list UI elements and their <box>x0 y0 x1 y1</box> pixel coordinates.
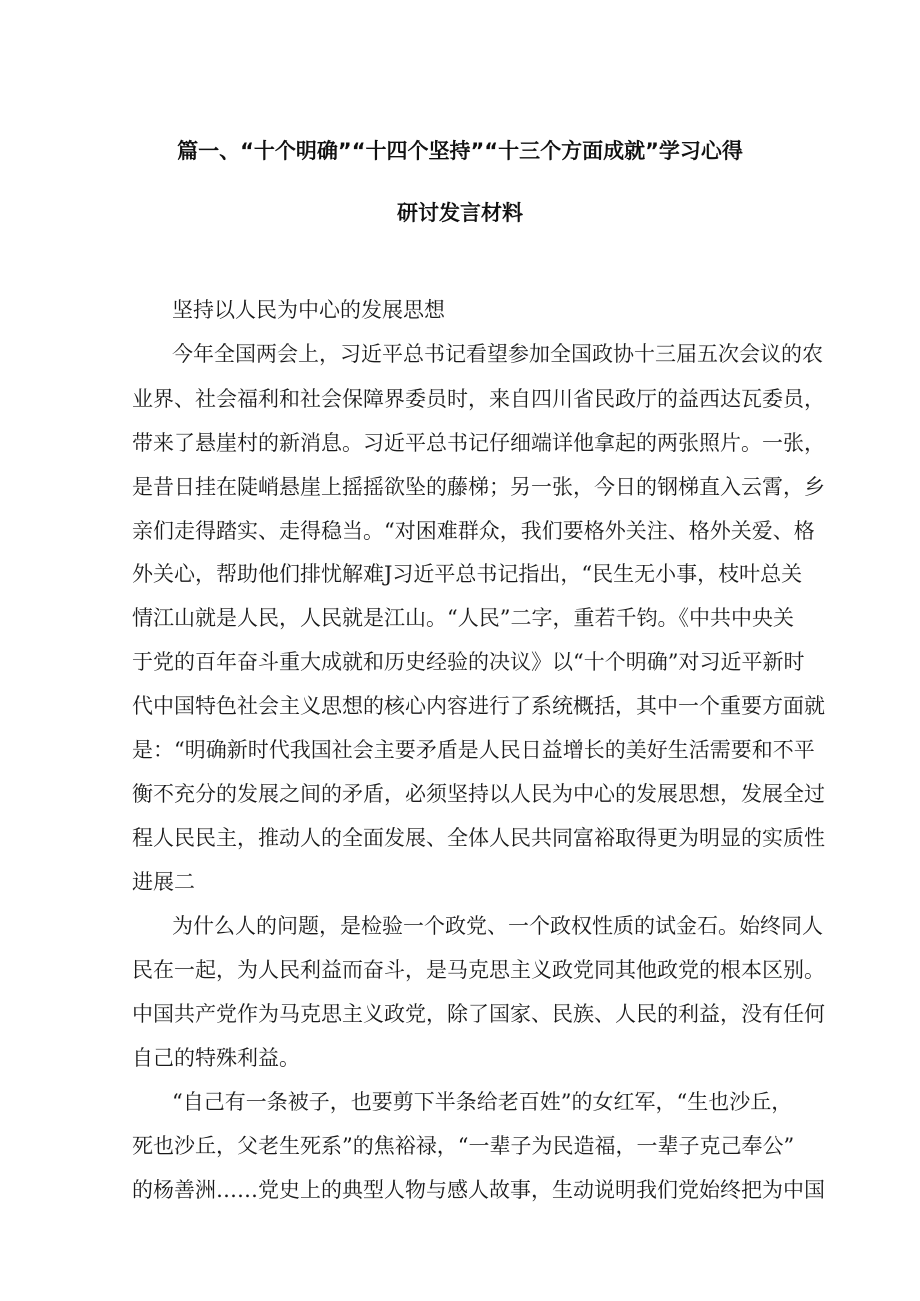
paragraph-line: 中国共产党作为马克思主义政党，除了国家、民族、人民的利益，没有任何 <box>132 1002 825 1026</box>
paragraph-line: 是：“明确新时代我国社会主要矛盾是人民日益增长的美好生活需要和不平 <box>132 738 815 762</box>
paragraph-line: 今年全国两会上，习近平总书记看望参加全国政协十三届五次会议的农 <box>172 342 823 366</box>
paragraph-line: 为什么人的问题，是检验一个政党、一个政权性质的试金石。始终同人 <box>172 914 823 938</box>
paragraph-line: 带来了悬崖村的新消息。习近平总书记仔细端详他拿起的两张照片。一张， <box>132 431 825 455</box>
section-heading: 坚持以人民为中心的发展思想 <box>172 298 445 322</box>
paragraph-line: 外关心，帮助他们排忧解难J习近平总书记指出，“民生无小事，枝叶总关 <box>132 562 803 586</box>
paragraph-line: “自己有一条被子，也要剪下半条给老百姓”的女红军，“生也沙丘， <box>172 1090 793 1114</box>
paragraph-line: 衡不充分的发展之间的矛盾，必须坚持以人民为中心的发展思想，发展全过 <box>132 782 825 806</box>
paragraph-line: 死也沙丘，父老生死系”的焦裕禄，“一辈子为民造福，一辈子克己奉公” <box>132 1134 795 1158</box>
paragraph-line: 于党的百年奋斗重大成就和历史经验的决议》以“十个明确”对习近平新时 <box>132 650 805 674</box>
paragraph-line: 进展二 <box>132 870 195 894</box>
paragraph-line: 民在一起，为人民利益而奋斗，是马克思主义政党同其他政党的根本区别。 <box>132 958 825 982</box>
paragraph-line: 情江山就是人民，人民就是江山。“人民”二字，重若千钧。《中共中央关 <box>132 606 794 630</box>
document-title-line-1: 篇一、“十个明确”“十四个坚持”“十三个方面成就”学习心得 <box>177 139 743 163</box>
paragraph-line: 是昔日挂在陡峭悬崖上摇摇欲坠的藤梯；另一张，今日的钢梯直入云霄，乡 <box>132 475 825 499</box>
paragraph-line: 程人民民主，推动人的全面发展、全体人民共同富裕取得更为明显的实质性 <box>132 826 825 850</box>
paragraph-line: 亲们走得踏实、走得稳当。“对困难群众，我们要格外关注、格外关爱、格 <box>132 519 815 543</box>
paragraph-line: 代中国特色社会主义思想的核心内容进行了系统概括，其中一个重要方面就 <box>132 694 825 718</box>
paragraph-line: 的杨善洲……党史上的典型人物与感人故事，生动说明我们党始终把为中国 <box>132 1178 825 1202</box>
document-title-line-2: 研讨发言材料 <box>397 201 523 225</box>
paragraph-line: 自己的特殊利益。 <box>132 1046 300 1070</box>
paragraph-line: 业界、社会福利和社会保障界委员时，来自四川省民政厅的益西达瓦委员， <box>132 387 825 411</box>
